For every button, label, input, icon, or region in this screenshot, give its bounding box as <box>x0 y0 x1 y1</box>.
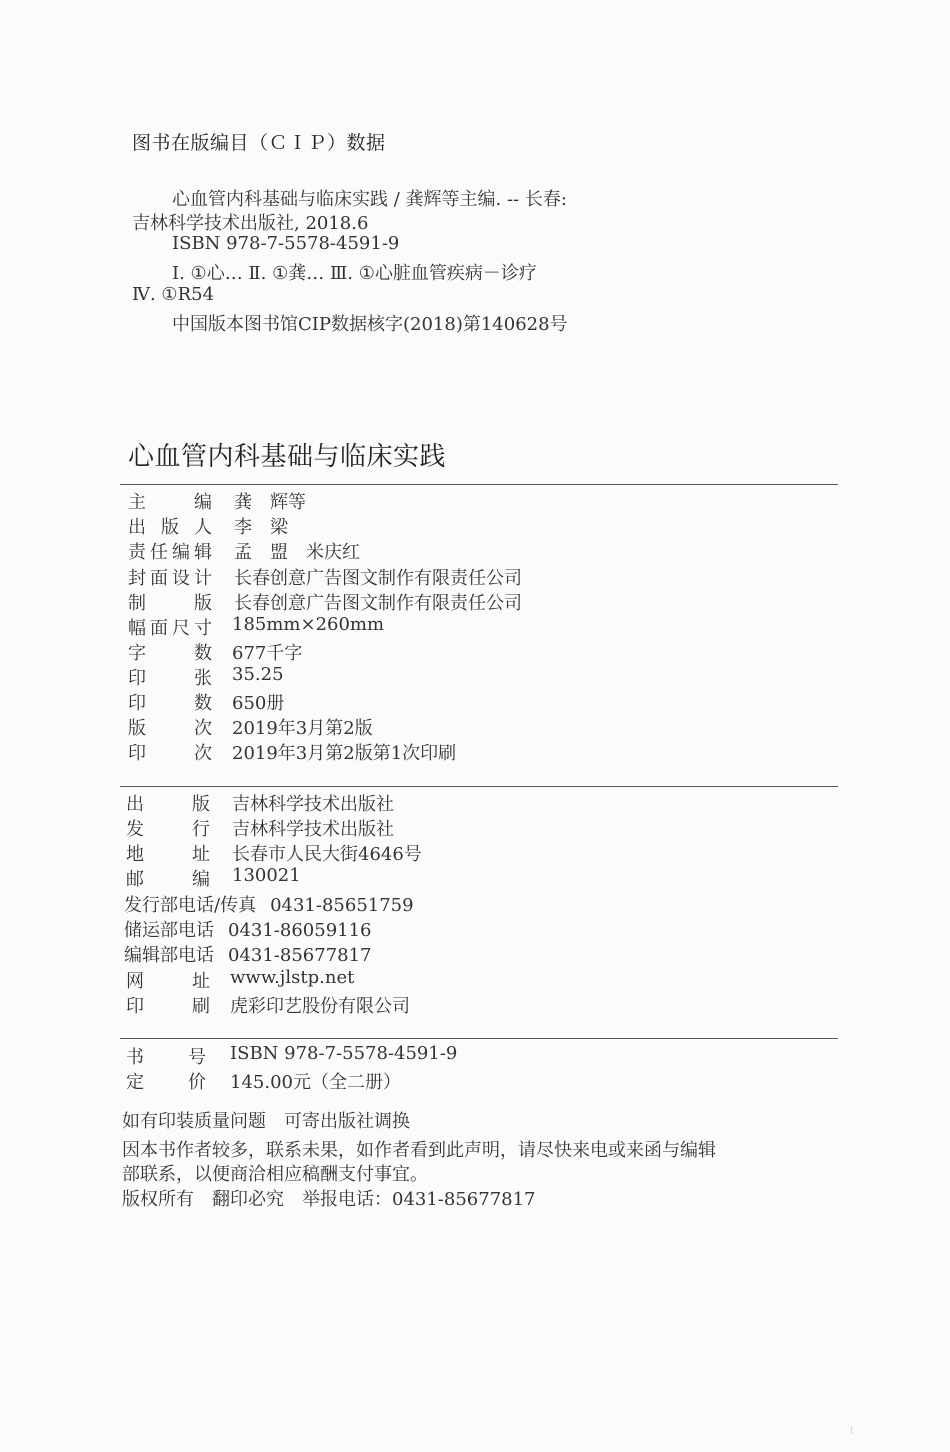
notice-line: 部联系，以便商洽相应稿酬支付事宜。 <box>122 1164 428 1185</box>
publisher-label: 邮 编 <box>126 869 210 890</box>
cip-line: ISBN 978-7-5578-4591-9 <box>172 233 400 254</box>
phone-row <box>124 916 372 942</box>
credit-value: 35.25 <box>232 664 284 685</box>
credit-value: 677千字 <box>232 643 303 664</box>
credit-value: 孟 盟 米庆红 <box>234 542 360 563</box>
credit-value: 2019年3月第2版第1次印刷 <box>232 743 457 764</box>
price-value: 145.00元（全二册） <box>230 1072 401 1093</box>
credit-value: 长春创意广告图文制作有限责任公司 <box>234 568 522 589</box>
credit-label: 责 任 编 辑 <box>128 542 212 563</box>
credit-label: 印 数 <box>128 693 212 714</box>
cip-line: Ⅰ. ①心… Ⅱ. ①龚… Ⅲ. ①心脏血管疾病－诊疗 <box>172 263 537 284</box>
credit-label: 出 版 人 <box>128 517 212 538</box>
credit-value: 长春创意广告图文制作有限责任公司 <box>234 593 522 614</box>
credit-label: 主 编 <box>128 492 212 513</box>
website-value: www.jlstp.net <box>230 967 355 988</box>
cip-line: 心血管内科基础与临床实践 / 龚辉等主编. -- 长春: <box>172 189 567 210</box>
credit-label: 幅 面 尺 寸 <box>128 618 212 639</box>
phone-label: 编辑部电话 <box>124 945 214 966</box>
pricing-label: 书 号 <box>126 1047 206 1068</box>
publisher-value: 长春市人民大街4646号 <box>232 844 422 865</box>
phone-row <box>124 891 414 917</box>
phone-label: 储运部电话 <box>124 920 214 941</box>
book-title: 心血管内科基础与临床实践 <box>128 442 447 472</box>
publisher-label: 网 址 <box>126 971 210 992</box>
divider <box>120 1038 838 1039</box>
credit-label: 封 面 设 计 <box>128 568 212 589</box>
credit-value: 龚 辉等 <box>234 492 306 513</box>
notice-line: 版权所有 翻印必究 举报电话：0431-85677817 <box>122 1189 536 1210</box>
publisher-label: 出 版 <box>126 794 210 815</box>
scan-mark: ⁝ <box>850 1426 853 1436</box>
publisher-value: 吉林科学技术出版社 <box>232 819 394 840</box>
cip-line: 中国版本图书馆CIP数据核字(2018)第140628号 <box>172 314 568 335</box>
publisher-value: 130021 <box>232 865 301 886</box>
publisher-label: 发 行 <box>126 819 210 840</box>
publisher-label: 地 址 <box>126 844 210 865</box>
pricing-label: 定 价 <box>126 1072 206 1093</box>
notice-line: 如有印装质量问题 可寄出版社调换 <box>122 1111 410 1132</box>
phone-value: 0431-85677817 <box>228 945 372 966</box>
credit-label: 版 次 <box>128 718 212 739</box>
publisher-label: 印 刷 <box>126 996 210 1017</box>
credit-label: 制 版 <box>128 593 212 614</box>
isbn-value: ISBN 978-7-5578-4591-9 <box>230 1043 458 1064</box>
cip-line: 吉林科学技术出版社, 2018.6 <box>132 213 369 234</box>
phone-label: 发行部电话/传真 <box>124 895 257 916</box>
credit-value: 2019年3月第2版 <box>232 718 373 739</box>
notice-line: 因本书作者较多，联系未果，如作者看到此声明，请尽快来电或来函与编辑 <box>122 1140 716 1161</box>
credit-label: 字 数 <box>128 643 212 664</box>
credit-value: 李 梁 <box>234 517 288 538</box>
divider <box>120 484 838 485</box>
credit-label: 印 张 <box>128 668 212 689</box>
divider <box>120 786 838 787</box>
credit-label: 印 次 <box>128 743 212 764</box>
phone-row <box>124 941 372 967</box>
cip-line: Ⅳ. ①R54 <box>132 284 215 305</box>
cip-header: 图书在版编目（ＣＩＰ）数据 <box>132 132 386 154</box>
phone-value: 0431-85651759 <box>270 895 414 916</box>
publisher-value: 吉林科学技术出版社 <box>232 794 394 815</box>
credit-value: 650册 <box>232 693 285 714</box>
publisher-value: 虎彩印艺股份有限公司 <box>230 996 410 1017</box>
phone-value: 0431-86059116 <box>228 920 372 941</box>
credit-value: 185mm×260mm <box>232 614 385 635</box>
